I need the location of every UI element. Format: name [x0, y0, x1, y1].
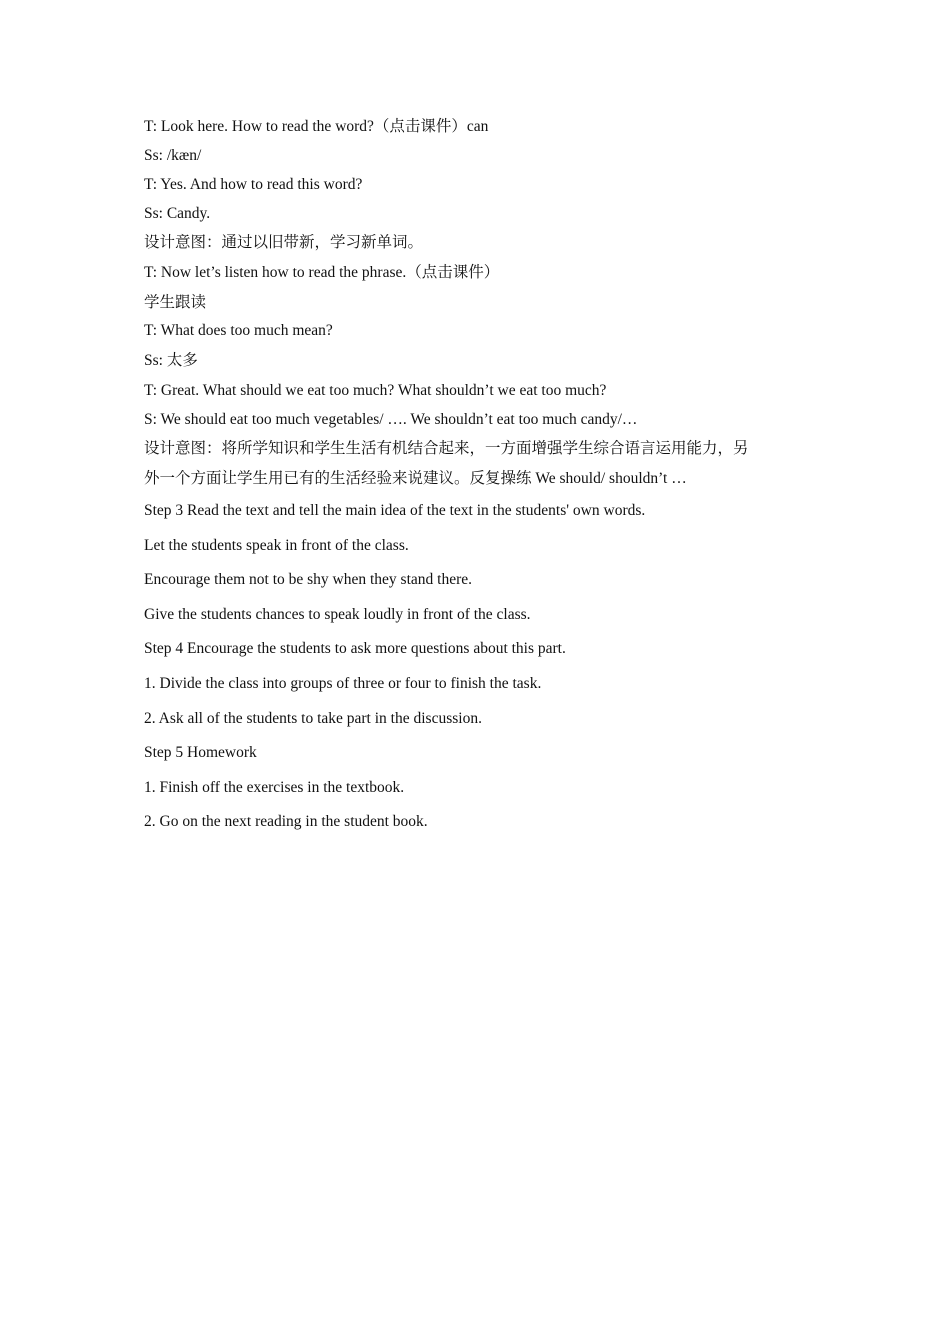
text-line: Give the students chances to speak loudly in front of the class. [144, 606, 531, 623]
text-line: T: Great. What should we eat too much? What shouldn’t we eat too much? [144, 382, 607, 399]
text-line: S: We should eat too much vegetables/ …. We shouldn’t eat too much candy/… [144, 411, 638, 428]
design-intent-line: 外一个方面让学生用已有的生活经验来说建议。反复操练 We should/ shouldn’t … [144, 470, 687, 487]
design-intent-line: 设计意图：将所学知识和学生生活有机结合起来，一方面增强学生综合语言运用能力，另 [144, 440, 749, 457]
text-line: Ss: 太多 [144, 352, 198, 369]
text-line: Ss: /kæn/ [144, 147, 202, 164]
text-line: T: Yes. And how to read this word? [144, 176, 363, 193]
list-item: 1. Finish off the exercises in the textbook. [144, 779, 405, 796]
list-item: 1. Divide the class into groups of three or four to finish the task. [144, 675, 542, 692]
text-line: T: Look here. How to read the word?（点击课件）can [144, 118, 489, 135]
step-heading: Step 4 Encourage the students to ask more questions about this part. [144, 640, 566, 657]
step-heading: Step 5 Homework [144, 744, 257, 761]
text-line: Let the students speak in front of the class. [144, 537, 409, 554]
text-line: Encourage them not to be shy when they stand there. [144, 571, 472, 588]
design-intent-line: 设计意图：通过以旧带新，学习新单词。 [144, 234, 424, 251]
list-item: 2. Ask all of the students to take part in the discussion. [144, 710, 482, 727]
list-item: 2. Go on the next reading in the student book. [144, 813, 428, 830]
text-line: T: Now let’s listen how to read the phrase.（点击课件） [144, 264, 500, 281]
text-line: T: What does too much mean? [144, 322, 333, 339]
step-heading: Step 3 Read the text and tell the main idea of the text in the students' own words. [144, 502, 646, 519]
text-line: Ss: Candy. [144, 205, 211, 222]
text-line: 学生跟读 [144, 294, 207, 311]
